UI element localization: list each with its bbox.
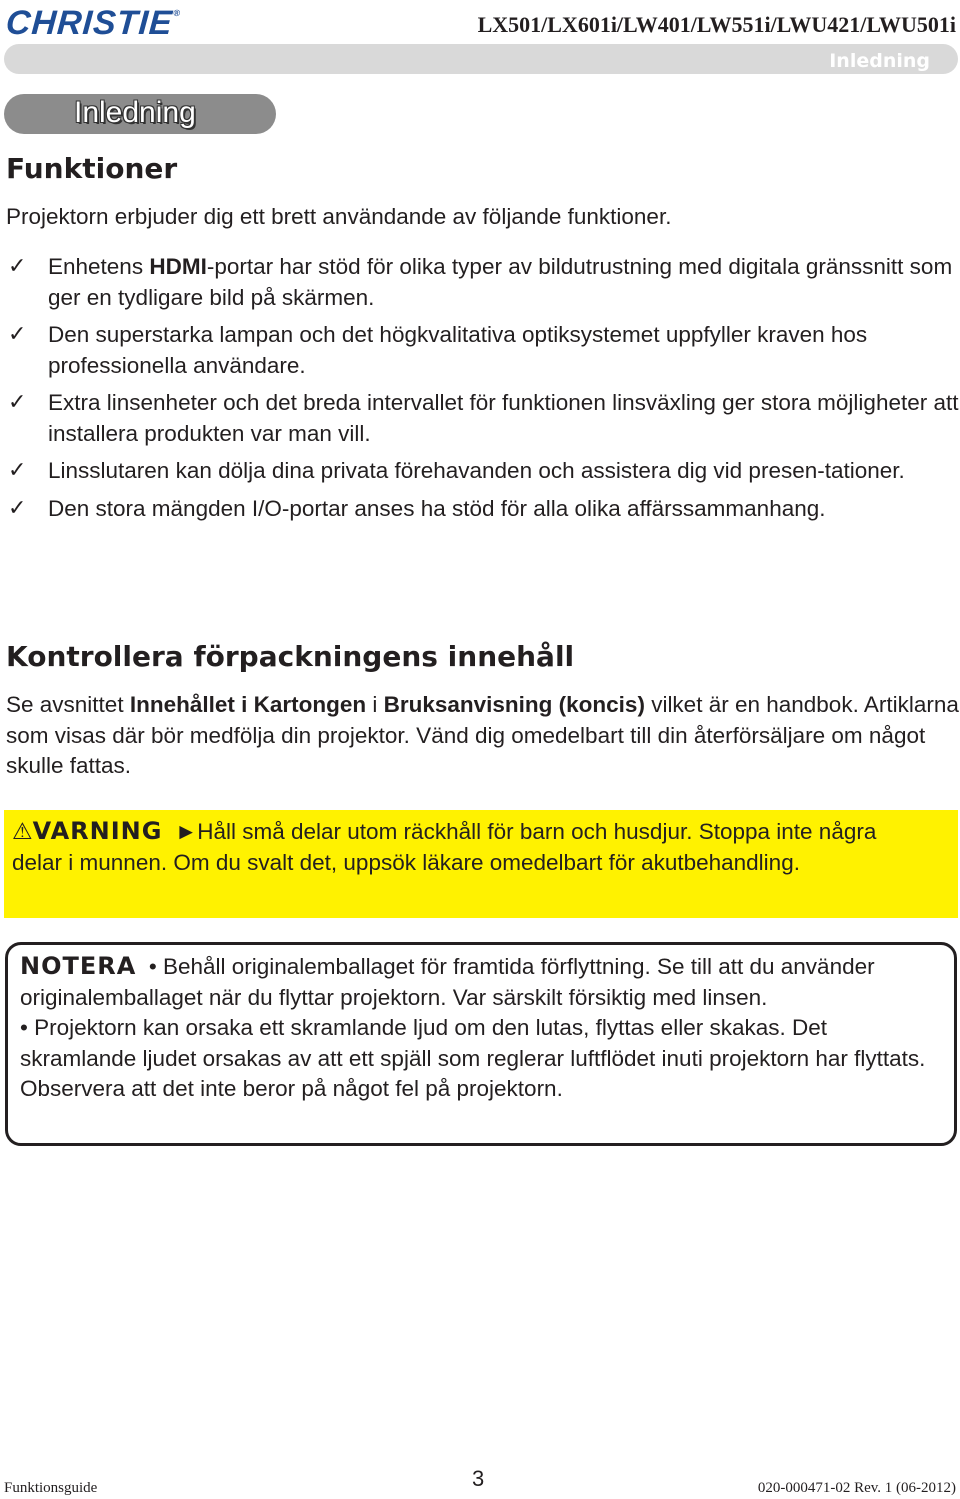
- footer-revision: 020-000471-02 Rev. 1 (06-2012): [757, 1480, 956, 1496]
- package-paragraph: Se avsnittet Innehållet i Kartongen i Bruksanvisning (koncis) vilket är en handbok. Artiklarna som visas där bör medfölja din projektor. Vänd dig omedelbart till din återförsäljare om något skulle fattas.: [6, 692, 959, 778]
- registered-mark: ®: [173, 8, 182, 18]
- features-list: [8, 252, 960, 531]
- package-heading: Kontrollera förpackningens innehåll: [6, 640, 575, 673]
- features-intro: Projektorn erbjuder dig ett brett användande av följande funktioner.: [6, 204, 672, 229]
- warning-text: ⚠VARNING ►Håll små delar utom räckhåll för barn och husdjur. Stoppa inte några delar i munnen. Om du svalt det, uppsök läkare omedelbart för akutbehandling.: [12, 817, 877, 875]
- chapter-title: Inledning: [74, 96, 196, 129]
- list-item: ✓ Den stora mängden I/O-portar anses ha stöd för alla olika affärssammanhang.: [8, 494, 960, 525]
- checkmark-icon: ✓: [8, 254, 27, 279]
- list-item: ✓ Extra linsenheter och det breda intervallet för funktionen linsväxling ger stora möjligheter att installera produkten var man vill.: [8, 390, 959, 446]
- page-number: 3: [472, 1466, 485, 1491]
- header-bar: [4, 44, 958, 74]
- christie-logo: CHRISTIE®: [4, 4, 182, 42]
- checkmark-icon: ✓: [8, 322, 27, 347]
- contents-reference: Innehållet i Kartongen: [129, 692, 367, 717]
- manual-reference: Bruksanvisning (koncis): [383, 692, 645, 717]
- list-item: ✓ Enhetens HDMI-portar har stöd för olika typer av bildutrustning med digitala gränssnitt som ger en tydligare bild på skärmen.: [8, 254, 953, 310]
- checkmark-icon: ✓: [8, 390, 27, 415]
- list-item: ✓ Den superstarka lampan och det högkvalitativa optiksystemet uppfyller kraven hos professionella användare.: [8, 322, 868, 378]
- arrow-icon: ►: [174, 819, 198, 844]
- warning-label: VARNING: [32, 817, 163, 845]
- checkmark-icon: ✓: [8, 458, 27, 483]
- note-text: NOTERA • Behåll originalemballaget för framtida förflyttning. Se till att du använder originalemballaget när du flyttar projektorn. Var särskilt försiktig med linsen. • Projektorn kan orsaka ett skramlande ljud om den lutas, flyttas eller skakas. Det skramlande ljudet orsakas av att ett spjäll som reglerar luftflödet inuti projektorn har flyttats. Observera att det inte beror på något fel på projektorn.: [20, 952, 926, 1101]
- header-section-label: Inledning: [829, 50, 930, 72]
- warning-triangle-icon: ⚠: [12, 819, 33, 845]
- footer-guide-name: Funktionsguide: [4, 1480, 98, 1496]
- checkmark-icon: ✓: [8, 495, 27, 521]
- features-heading: Funktioner: [6, 152, 178, 185]
- note-label: NOTERA: [20, 952, 137, 980]
- model-numbers: LX501/LX601i/LW401/LW551i/LWU421/LWU501i: [477, 12, 956, 37]
- list-item: ✓ Linsslutaren kan dölja dina privata förehavanden och assistera dig vid presen-tationer.: [8, 456, 960, 487]
